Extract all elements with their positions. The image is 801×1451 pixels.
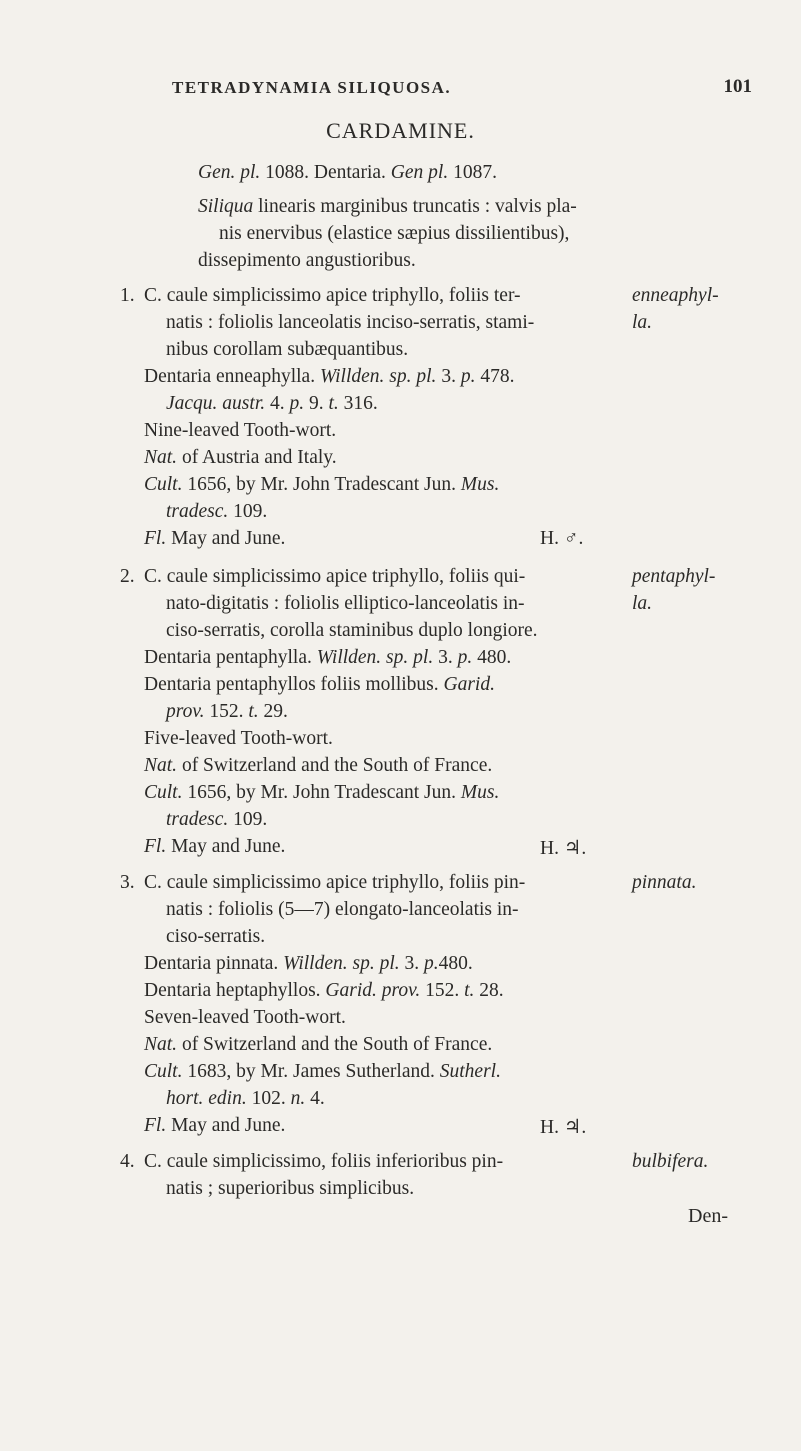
- diagnosis-line: C. caule simplicissimo apice triphyllo, foliis ter-: [144, 285, 521, 306]
- english-name: Nine-leaved Tooth-wort.: [144, 420, 337, 441]
- species-number: 2.: [120, 566, 135, 587]
- species-epithet: enneaphyl-: [632, 285, 719, 306]
- cultivation-line: hort. edin. 102. n. 4.: [166, 1088, 325, 1109]
- diagnosis-line: natis : foliolis lanceolatis inciso-serratis, stami-: [166, 312, 535, 333]
- genus-references: Gen. pl. 1088. Dentaria. Gen pl. 1087.: [198, 162, 497, 183]
- native-range: Nat. of Austria and Italy.: [144, 447, 337, 468]
- flowering-line: Fl. May and June.: [144, 836, 286, 857]
- cultivation-line: Cult. 1683, by Mr. James Sutherland. Sutherl.: [144, 1061, 501, 1082]
- generic-character-line: nis enervibus (elastice sæpius dissilientibus),: [219, 223, 570, 244]
- habit-symbol: H. ♃.: [540, 838, 587, 859]
- catchword: Den-: [688, 1205, 728, 1227]
- generic-character-line: dissepimento angustioribus.: [198, 250, 416, 271]
- cultivation-line: Cult. 1656, by Mr. John Tradescant Jun. Mus.: [144, 474, 500, 495]
- diagnosis-line: ciso-serratis, corolla staminibus duplo longiore.: [166, 620, 538, 641]
- species-epithet: la.: [632, 593, 653, 614]
- genus-title: CARDAMINE.: [326, 118, 475, 143]
- habit-symbol: H. ♃.: [540, 1117, 587, 1138]
- diagnosis-line: C. caule simplicissimo, foliis inferioribus pin-: [144, 1151, 504, 1172]
- synonym-line: Dentaria pentaphyllos foliis mollibus. Garid.: [144, 674, 495, 695]
- page-number: 101: [723, 76, 752, 97]
- synonym-line: Jacqu. austr. 4. p. 9. t. 316.: [166, 393, 378, 414]
- synonym-line: Dentaria pentaphylla. Willden. sp. pl. 3. p. 480.: [144, 647, 512, 668]
- native-range: Nat. of Switzerland and the South of France.: [144, 1034, 493, 1055]
- page-header: [172, 78, 752, 108]
- flowering-line: Fl. May and June.: [144, 1115, 286, 1136]
- english-name: Five-leaved Tooth-wort.: [144, 728, 333, 749]
- species-number: 3.: [120, 872, 135, 893]
- synonym-line: Dentaria enneaphylla. Willden. sp. pl. 3. p. 478.: [144, 366, 515, 387]
- english-name: Seven-leaved Tooth-wort.: [144, 1007, 346, 1028]
- habit-symbol: H. ♂.: [540, 528, 584, 549]
- species-number: 4.: [120, 1151, 135, 1172]
- diagnosis-line: ciso-serratis.: [166, 926, 266, 947]
- synonym-line: prov. 152. t. 29.: [166, 701, 288, 722]
- diagnosis-line: nato-digitatis : foliolis elliptico-lanceolatis in-: [166, 593, 525, 614]
- generic-character-line: Siliqua linearis marginibus truncatis : valvis pla-: [198, 196, 577, 217]
- species-epithet: la.: [632, 312, 653, 333]
- synonym-line: Dentaria pinnata. Willden. sp. pl. 3. p.480.: [144, 953, 473, 974]
- synonym-line: Dentaria heptaphyllos. Garid. prov. 152. t. 28.: [144, 980, 504, 1001]
- species-epithet: pinnata.: [632, 872, 697, 893]
- diagnosis-line: C. caule simplicissimo apice triphyllo, foliis pin-: [144, 872, 526, 893]
- native-range: Nat. of Switzerland and the South of France.: [144, 755, 493, 776]
- species-number: 1.: [120, 285, 135, 306]
- species-epithet: bulbifera.: [632, 1151, 709, 1172]
- cultivation-line: tradesc. 109.: [166, 809, 268, 830]
- flowering-line: Fl. May and June.: [144, 528, 286, 549]
- cultivation-line: Cult. 1656, by Mr. John Tradescant Jun. Mus.: [144, 782, 500, 803]
- diagnosis-line: C. caule simplicissimo apice triphyllo, foliis qui-: [144, 566, 526, 587]
- cultivation-line: tradesc. 109.: [166, 501, 268, 522]
- diagnosis-line: nibus corollam subæquantibus.: [166, 339, 409, 360]
- diagnosis-line: natis ; superioribus simplicibus.: [166, 1178, 415, 1199]
- diagnosis-line: natis : foliolis (5—7) elongato-lanceolatis in-: [166, 899, 519, 920]
- species-epithet: pentaphyl-: [632, 566, 716, 587]
- running-title: TETRADYNAMIA SILIQUOSA.: [172, 78, 452, 97]
